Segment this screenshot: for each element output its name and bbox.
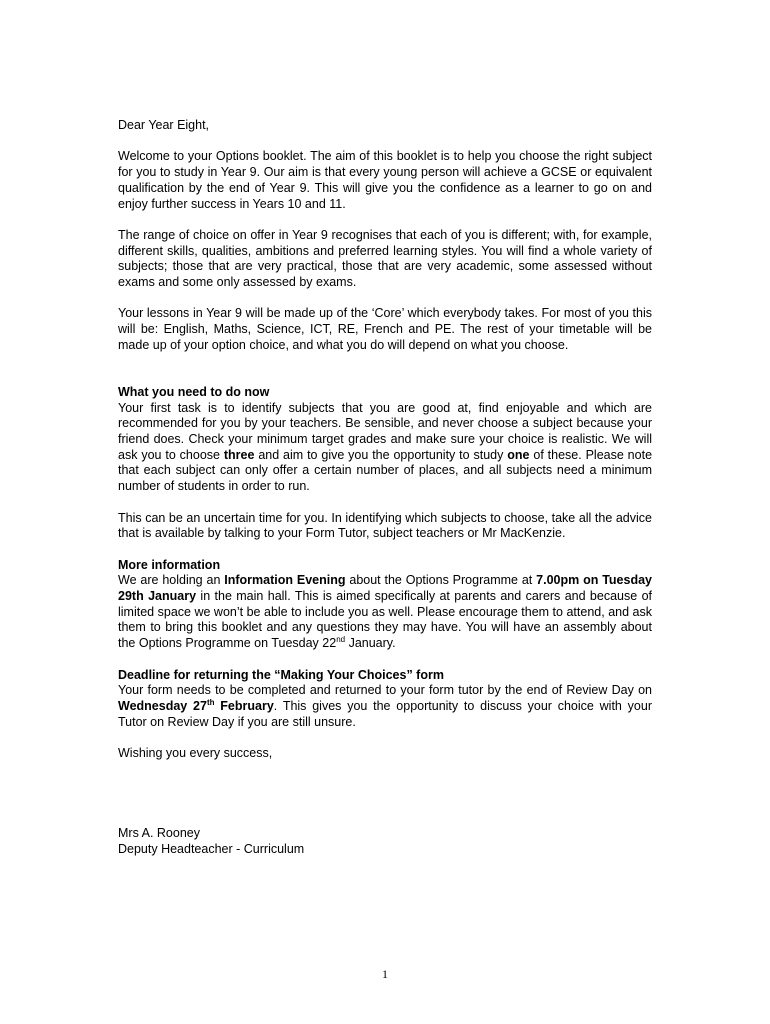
section-more-info: [118, 558, 652, 652]
uncertain-paragraph: This can be an uncertain time for you. In identifying which subjects to choose, take all the advice that is available by talking to your Form Tutor, subject teachers or Mr MacKenzie.: [118, 510, 652, 541]
what-to-do-text-a: Your first task is to identify subjects that you are good at, find enjoyable and which are recommended for you by your teachers. Be sensible, and never choose a subject because your friend does. Check your minimum target grades and make sure your choice is realistic. We will ask you to choose: [118, 400, 652, 462]
deadline-text-a: Your form needs to be completed and returned to your form tutor by the end of Review Day on: [118, 683, 652, 698]
signoff: Wishing you every success,: [118, 746, 273, 760]
emphasis-deadline-day: Wednesday 27: [118, 698, 207, 713]
emphasis-deadline-month: February: [214, 698, 274, 713]
emphasis-one: one: [507, 447, 530, 462]
ordinal-suffix-nd: nd: [336, 635, 346, 645]
intro-paragraph-2: The range of choice on offer in Year 9 recognises that each of you is different; with, for example, different skills, qualities, ambitions and preferred learning styles. You will find a whole variety of subjects; those that are very practical, those that are very academic, some assessed without exams and some only assessed by exams.: [118, 227, 652, 289]
signatory-name: Mrs A. Rooney: [118, 826, 200, 840]
intro-paragraph-3: Your lessons in Year 9 will be made up of the ‘Core’ which everybody takes. For most of you this will be: English, Maths, Science, ICT, RE, French and PE. The rest of your timetable will be made up of your option choice, and what you do will depend on what you choose.: [118, 306, 652, 352]
more-info-text-c: in the main hall. This is aimed specifically at parents and carers and because of limited space we won’t be able to include you as well. Please encourage them to attend, and ask them to bring this booklet and any questions they may have. You will have an assembly about the Options Programme on Tuesday 22: [118, 589, 652, 651]
more-info-text-b: about the Options Programme at: [345, 573, 537, 588]
section-heading-more-info: More information: [118, 557, 221, 572]
ordinal-suffix-th: th: [206, 697, 215, 707]
section-heading-what-to-do: What you need to do now: [118, 384, 270, 399]
more-info-text-d: January.: [345, 636, 396, 651]
page-number: 1: [382, 967, 388, 981]
signatory-role: Deputy Headteacher - Curriculum: [118, 841, 305, 856]
section-deadline: [118, 668, 652, 731]
signature-block: [118, 826, 304, 857]
salutation: Dear Year Eight,: [118, 118, 210, 132]
emphasis-event-time: 7.00pm on Tuesday 29th January: [118, 573, 653, 603]
deadline-text-b: . This gives you the opportunity to discuss your choice with your Tutor on Review Day if you are still unsure.: [118, 698, 652, 729]
emphasis-three: three: [223, 447, 255, 462]
emphasis-information-evening: Information Evening: [224, 573, 346, 588]
what-to-do-text-c: of these. Please note that each subject can only offer a certain number of places, and all subjects need a minimum number of students in order to run.: [118, 447, 653, 494]
section-what-to-do: [118, 385, 652, 495]
section-heading-deadline: Deadline for returning the “Making Your Choices” form: [118, 667, 444, 682]
what-to-do-text-b: and aim to give you the opportunity to study: [254, 447, 508, 462]
letter-body: [118, 118, 652, 762]
more-info-text-a: We are holding an: [118, 573, 225, 588]
intro-paragraph-1: Welcome to your Options booklet. The aim of this booklet is to help you choose the right subject for you to study in Year 9. Our aim is that every young person will achieve a GCSE or equivalent qualification by the end of Year 9. This will give you the confidence as a learner to go on and enjoy further success in Years 10 and 11.: [118, 149, 652, 211]
